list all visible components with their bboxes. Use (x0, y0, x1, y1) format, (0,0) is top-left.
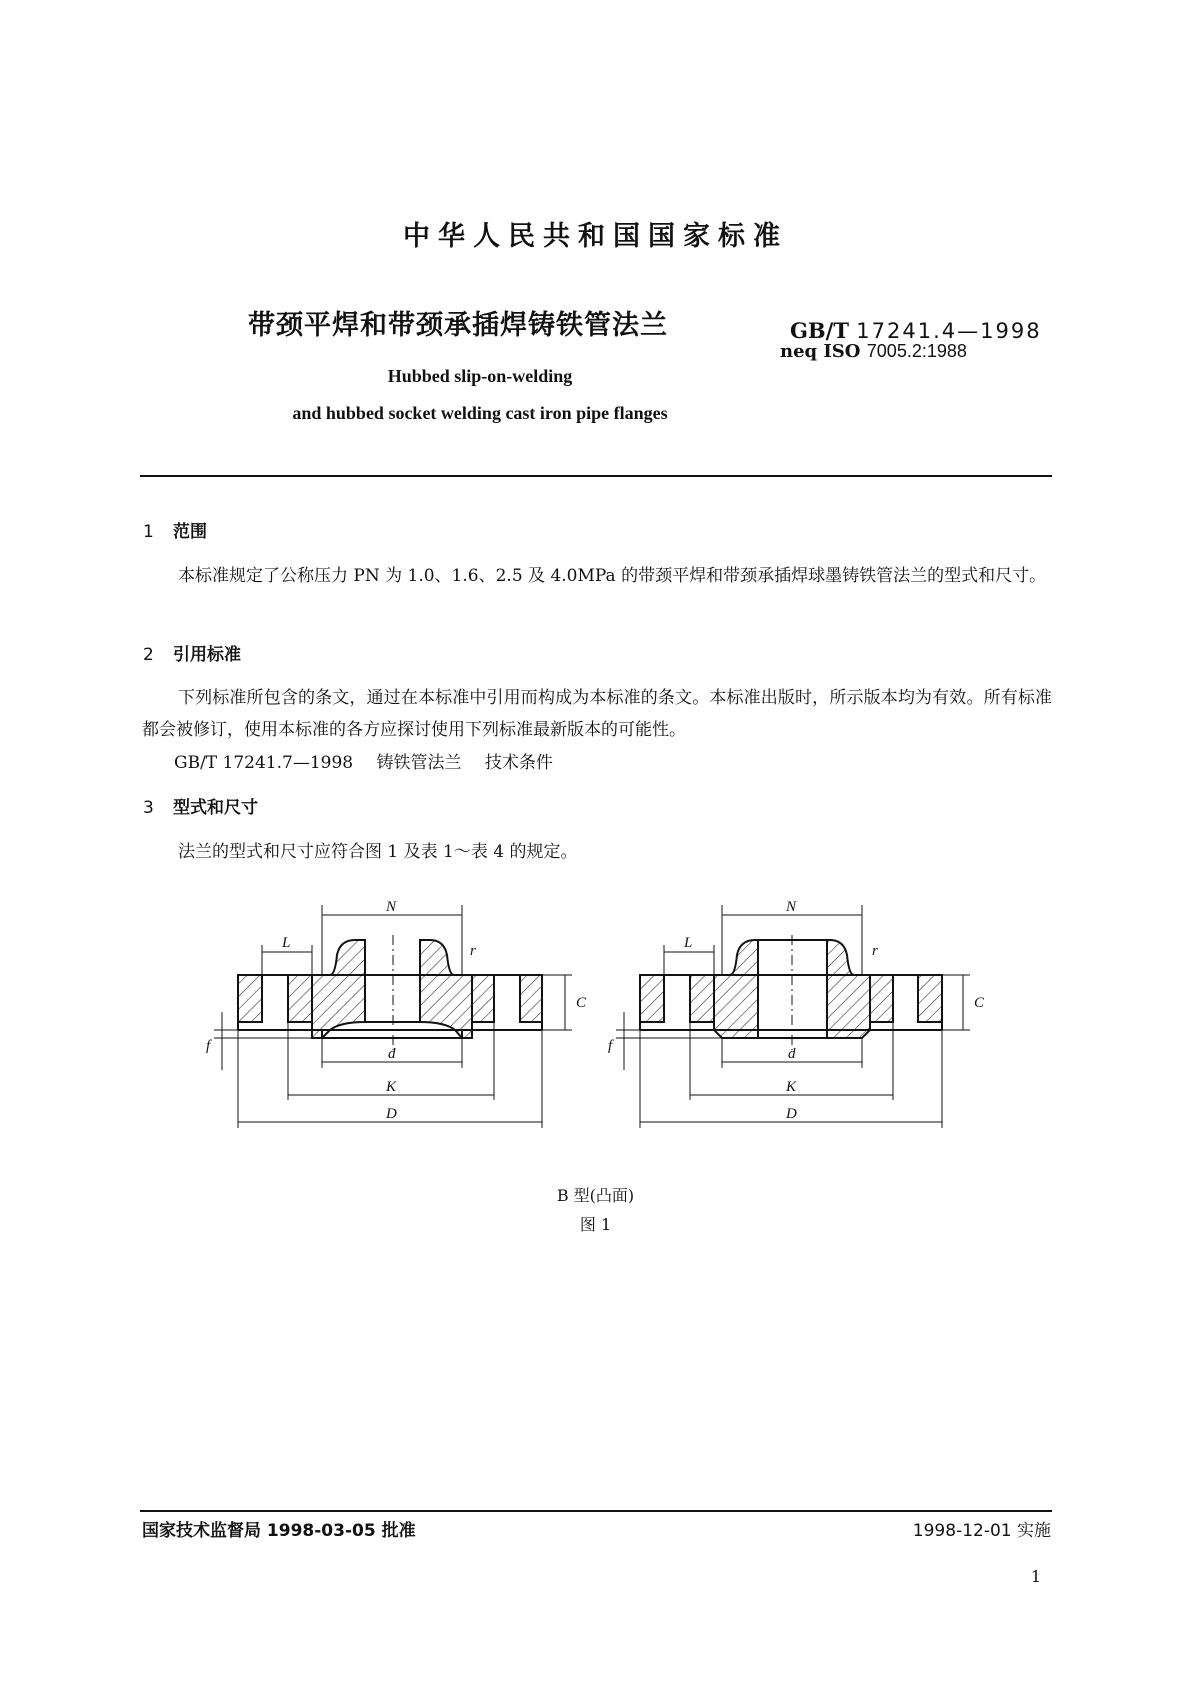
page-number: 1 (1030, 1567, 1041, 1586)
dim-label-c-2: C (974, 995, 985, 1011)
figure-type-caption: B 型(凸面) (556, 1186, 635, 1205)
right-flange-section (640, 940, 942, 1038)
document-title-cn: 带颈平焊和带颈承插焊铸铁管法兰 (248, 310, 668, 341)
dim-label-k-2: K (786, 1079, 797, 1095)
dim-label-f: f (206, 1038, 211, 1054)
flange-drawing (0, 880, 1191, 1140)
neq-prefix: neq ISO (780, 341, 861, 362)
dim-label-l-2: L (684, 935, 693, 951)
section-3-paragraph: 法兰的型式和尺寸应符合图 1 及表 1～表 4 的规定。 (178, 842, 578, 862)
section-number: 3 (143, 798, 154, 818)
standard-code: 17241.4—1998 (856, 319, 1042, 343)
dim-label-d-outer: D (386, 1106, 397, 1122)
approval-info: 国家技术监督局 1998-03-05 批准 (142, 1521, 416, 1541)
footer-divider (140, 1510, 1052, 1512)
section-3-heading (143, 793, 258, 818)
dim-label-d-outer-2: D (786, 1106, 797, 1122)
document-title-en-line2: and hubbed socket welding cast iron pipe flanges (292, 403, 668, 423)
reference-subject: 技术条件 (484, 753, 553, 773)
neq-code: 7005.2:1988 (866, 341, 967, 361)
standard-prefix: GB/T (790, 318, 849, 343)
equivalent-standard (780, 341, 967, 362)
section-2-heading (143, 640, 241, 665)
national-standard-heading: 中华人民共和国国家标准 (403, 221, 788, 252)
section-2-paragraph: 下列标准所包含的条文，通过在本标准中引用而构成为本标准的条文。本标准出版时，所示版本均为有效。所有标准都会被修订，使用本标准的各方应探讨使用下列标准最新版本的可能性。 (142, 688, 1052, 740)
dim-label-k: K (386, 1079, 397, 1095)
section-title: 范围 (173, 522, 207, 542)
section-number: 2 (143, 645, 154, 665)
left-flange-section (238, 940, 542, 1038)
section-title: 型式和尺寸 (173, 798, 258, 818)
dim-label-r-2: r (872, 943, 878, 959)
section-number: 1 (143, 522, 154, 542)
document-title-en-line1: Hubbed slip-on-welding (387, 366, 573, 386)
dim-label-c: C (576, 995, 587, 1011)
figure-caption: 图 1 (579, 1215, 612, 1234)
reference-name: 铸铁管法兰 (376, 753, 462, 773)
header-divider (140, 475, 1052, 477)
section-title: 引用标准 (173, 645, 241, 665)
implementation-date: 1998-12-01 实施 (912, 1521, 1051, 1541)
section-1-heading (143, 517, 207, 542)
dim-label-l: L (282, 935, 291, 951)
dim-label-n: N (386, 899, 397, 915)
dim-label-f-2: f (608, 1038, 613, 1054)
reference-code: GB/T 17241.7—1998 (174, 753, 354, 773)
dim-label-n-2: N (786, 899, 797, 915)
section-1-paragraph: 本标准规定了公称压力 PN 为 1.0、1.6、2.5 及 4.0MPa 的带颈平焊和带颈承插焊球墨铸铁管法兰的型式和尺寸。 (178, 566, 1047, 586)
dim-label-d: d (388, 1046, 396, 1062)
reference-standard (174, 748, 571, 773)
dim-label-r: r (470, 943, 476, 959)
dim-label-d-2: d (788, 1046, 796, 1062)
standard-number (790, 318, 1042, 343)
